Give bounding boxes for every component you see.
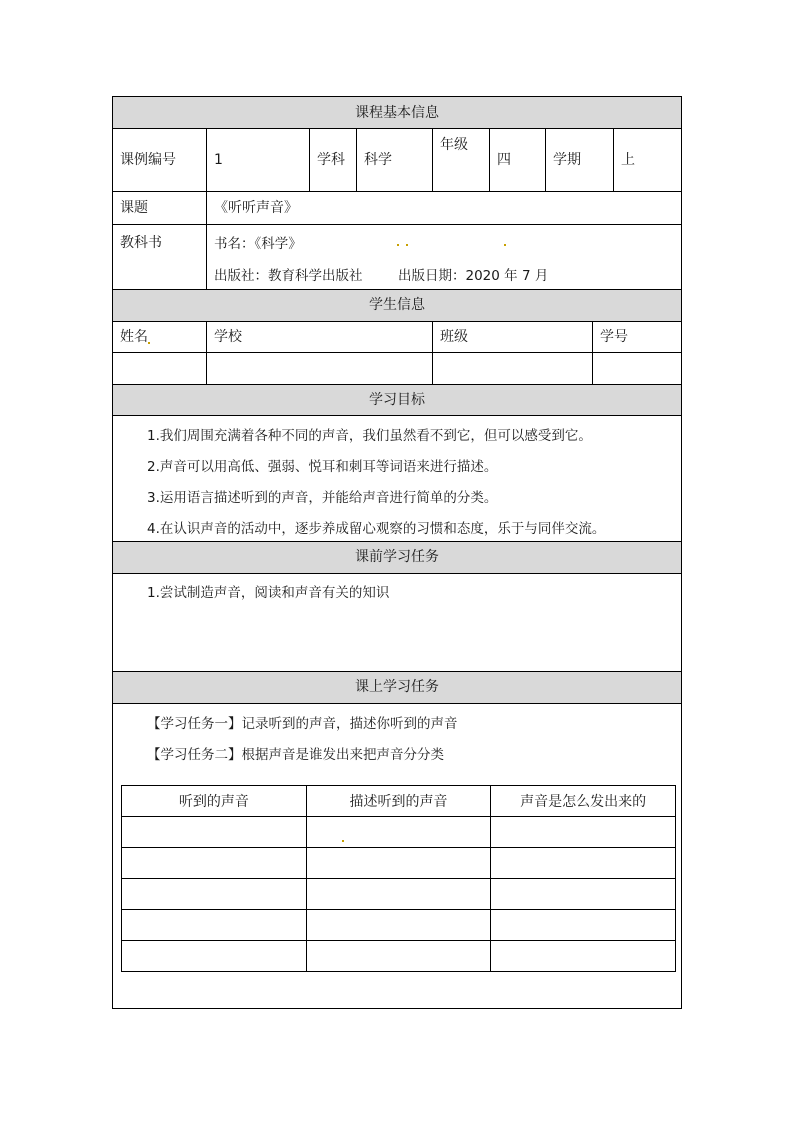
table-cell[interactable] [491,848,676,879]
table-cell[interactable] [306,848,491,879]
task-one: 【学习任务一】记录听到的声音，描述你听到的声音 [147,716,458,732]
class-field[interactable] [432,352,593,385]
term-value: 上 [613,128,682,192]
column-sound-source: 声音是怎么发出来的 [491,786,676,817]
topic-label: 课题 [112,191,207,225]
student-no-field[interactable] [592,352,682,385]
column-heard-sound: 听到的声音 [122,786,307,817]
goal-item: 1.我们周围充满着各种不同的声音，我们虽然看不到它，但可以感受到它。 [147,428,592,444]
name-field[interactable] [112,352,207,385]
stray-mark [504,244,506,246]
goals-header: 学习目标 [112,384,682,416]
student-info-header: 学生信息 [112,289,682,322]
goal-item: 3.运用语言描述听到的声音，并能给声音进行简单的分类。 [147,490,498,506]
grade-value: 四 [489,128,546,192]
class-label: 班级 [432,321,593,353]
table-cell[interactable] [491,879,676,910]
lesson-no-value: 1 [206,128,310,192]
table-header-row [122,786,676,817]
textbook-publisher: 出版社：教育科学出版社 [214,268,363,284]
name-label: 姓名 [112,321,207,353]
column-describe-sound: 描述听到的声音 [306,786,491,817]
table-row [122,879,676,910]
table-cell[interactable] [306,910,491,941]
stray-mark [342,840,344,842]
term-label: 学期 [545,128,614,192]
table-cell[interactable] [491,941,676,972]
table-cell[interactable] [122,848,307,879]
topic-value: 《听听声音》 [206,191,682,225]
table-cell[interactable] [306,817,491,848]
table-row [122,941,676,972]
table-cell[interactable] [122,941,307,972]
table-cell[interactable] [491,910,676,941]
stray-mark [397,244,399,246]
table-cell[interactable] [122,817,307,848]
grade-label: 年级 [432,128,490,192]
table-row [122,848,676,879]
lesson-no-label: 课例编号 [112,128,207,192]
pre-class-header: 课前学习任务 [112,541,682,574]
goal-item: 4.在认识声音的活动中，逐步养成留心观察的习惯和态度，乐于与同伴交流。 [147,521,606,537]
textbook-book-name: 书名：《科学》 [214,236,302,252]
subject-value: 科学 [356,128,433,192]
school-label: 学校 [206,321,433,353]
goal-item: 2.声音可以用高低、强弱、悦耳和刺耳等词语来进行描述。 [147,459,498,475]
table-cell[interactable] [306,879,491,910]
table-row [122,910,676,941]
table-cell[interactable] [122,910,307,941]
stray-mark [406,244,408,246]
sound-record-table [121,785,676,972]
stray-mark [148,342,150,344]
school-field[interactable] [206,352,433,385]
table-cell[interactable] [306,941,491,972]
table-cell[interactable] [491,817,676,848]
task-two: 【学习任务二】根据声音是谁发出来把声音分分类 [147,747,444,763]
basic-info-header: 课程基本信息 [112,96,682,129]
table-cell[interactable] [122,879,307,910]
textbook-pub-date: 出版日期：2020 年 7 月 [398,268,549,284]
table-row [122,817,676,848]
textbook-label: 教科书 [112,224,207,290]
pre-class-item: 1.尝试制造声音，阅读和声音有关的知识 [147,585,390,601]
subject-label: 学科 [309,128,357,192]
in-class-header: 课上学习任务 [112,671,682,704]
student-no-label: 学号 [592,321,682,353]
